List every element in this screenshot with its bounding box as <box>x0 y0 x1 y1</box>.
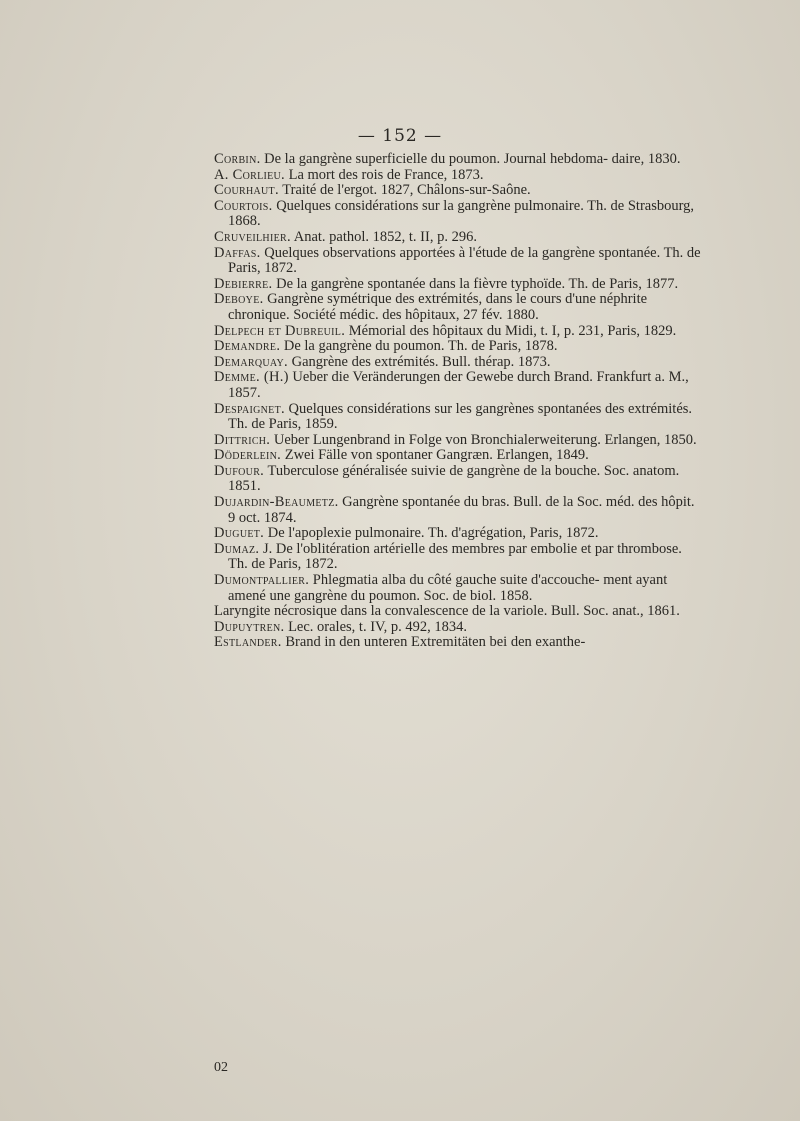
bibliography-entry <box>214 448 704 464</box>
page-mark: 02 <box>214 1060 228 1075</box>
entry-author: Despaignet. <box>214 400 285 417</box>
entry-author: Delpech et Dubreuil. <box>214 322 346 339</box>
entry-text: Ueber die Veränderungen der Gewebe durch Brand. Frankfurt a. M., 1857. <box>228 369 689 401</box>
entry-text: Laryngite nécrosique dans la convalescence de la variole. Bull. Soc. anat., 1861. <box>214 603 680 620</box>
entry-author: Demme. (H.) <box>214 369 289 386</box>
entry-text: De la gangrène spontanée dans la fièvre typhoïde. Th. de Paris, 1877. <box>276 275 679 292</box>
bibliography-list <box>214 152 704 651</box>
bibliography-entry <box>214 433 704 449</box>
entry-text: Gangrène des extrémités. Bull. thérap. 1873. <box>291 353 551 370</box>
bibliography-entry <box>214 168 704 184</box>
bibliography-entry <box>214 620 704 636</box>
entry-author: Döderlein. <box>214 447 282 464</box>
entry-author: A. Corlieu. <box>214 166 285 183</box>
entry-text: Mémorial des hôpitaux du Midi, t. I, p. 231, Paris, 1829. <box>348 322 677 339</box>
bibliography-entry <box>214 542 704 573</box>
bibliography-entry <box>214 152 704 168</box>
bibliography-entry <box>214 324 704 340</box>
bibliography-entry <box>214 246 704 277</box>
entry-author: Dujardin-Beaumetz. <box>214 494 339 511</box>
entry-text: Ueber Lungenbrand in Folge von Bronchialerweiterung. Erlangen, 1850. <box>273 431 697 448</box>
entry-author: Dumaz. <box>214 540 260 557</box>
bibliography-entry <box>214 495 704 526</box>
entry-author: Daffas. <box>214 244 261 261</box>
entry-text: De la gangrène du poumon. Th. de Paris, 1878. <box>283 338 558 355</box>
entry-text: Brand in den unteren Extremitäten bei den exanthe- <box>285 634 586 651</box>
entry-text: Zwei Fälle von spontaner Gangræn. Erlangen, 1849. <box>284 447 589 464</box>
entry-author: Demandre. <box>214 338 281 355</box>
bibliography-entry <box>214 635 704 651</box>
bibliography-entry <box>214 230 704 246</box>
entry-author: Courtois. <box>214 197 273 214</box>
entry-author: Dumontpallier. <box>214 572 310 589</box>
bibliography-entry <box>214 370 704 401</box>
entry-author: Estlander. <box>214 634 282 651</box>
entry-text: Gangrène spontanée du bras. Bull. de la Soc. méd. des hôpit. 9 oct. 1874. <box>228 494 695 526</box>
bibliography-entry <box>214 199 704 230</box>
entry-author: Cruveilhier. <box>214 228 291 245</box>
entry-text: Phlegmatia alba du côté gauche suite d'accouche- ment ayant amené une gangrène du poumon. Soc. de biol. 1858. <box>228 572 668 604</box>
entry-text: Quelques observations apportées à l'étude de la gangrène spontanée. Th. de Paris, 1872. <box>228 244 701 277</box>
entry-text: Anat. pathol. 1852, t. II, p. 296. <box>293 228 477 245</box>
bibliography-entry <box>214 339 704 355</box>
bibliography-entry <box>214 292 704 323</box>
bibliography-entry <box>214 573 704 604</box>
entry-text: Gangrène symétrique des extrémités, dans le cours d'une néphrite chronique. Société médic. des hôpitaux, 27 fév. 1880. <box>228 291 648 323</box>
bibliography-entry <box>214 604 704 620</box>
bibliography-entry <box>214 277 704 293</box>
entry-text: Tuberculose généralisée suivie de gangrène de la bouche. Soc. anatom. 1851. <box>228 462 680 495</box>
bibliography-entry <box>214 355 704 371</box>
entry-author: Dittrich. <box>214 431 271 448</box>
bibliography-entry <box>214 402 704 433</box>
page-header: — 152 — <box>357 126 443 146</box>
entry-text: De la gangrène superficielle du poumon. Journal hebdoma- daire, 1830. <box>264 151 681 167</box>
entry-text: J. De l'oblitération artérielle des membres par embolie et par thrombose. Th. de Paris, 1872. <box>228 540 682 573</box>
entry-author: Deboye. <box>214 291 264 308</box>
entry-author: Corbin. <box>214 151 261 167</box>
entry-text: Quelques considérations sur les gangrènes spontanées des extrémités. Th. de Paris, 1859. <box>228 400 693 433</box>
entry-author: Dufour. <box>214 462 265 479</box>
bibliography-entry <box>214 464 704 495</box>
entry-author: Duguet. <box>214 525 265 542</box>
entry-text: Quelques considérations sur la gangrène pulmonaire. Th. de Strasbourg, 1868. <box>228 197 695 230</box>
entry-text: Lec. orales, t. IV, p. 492, 1834. <box>288 618 467 635</box>
entry-author: Demarquay. <box>214 353 288 370</box>
bibliography-entry <box>214 183 704 199</box>
entry-text: La mort des rois de France, 1873. <box>288 166 484 183</box>
entry-author: Dupuytren. <box>214 618 285 635</box>
entry-author: Courhaut. <box>214 182 279 199</box>
entry-text: De l'apoplexie pulmonaire. Th. d'agrégation, Paris, 1872. <box>267 525 599 542</box>
entry-author: Debierre. <box>214 275 273 292</box>
entry-text: Traité de l'ergot. 1827, Châlons-sur-Saône. <box>282 182 531 199</box>
bibliography-entry <box>214 526 704 542</box>
